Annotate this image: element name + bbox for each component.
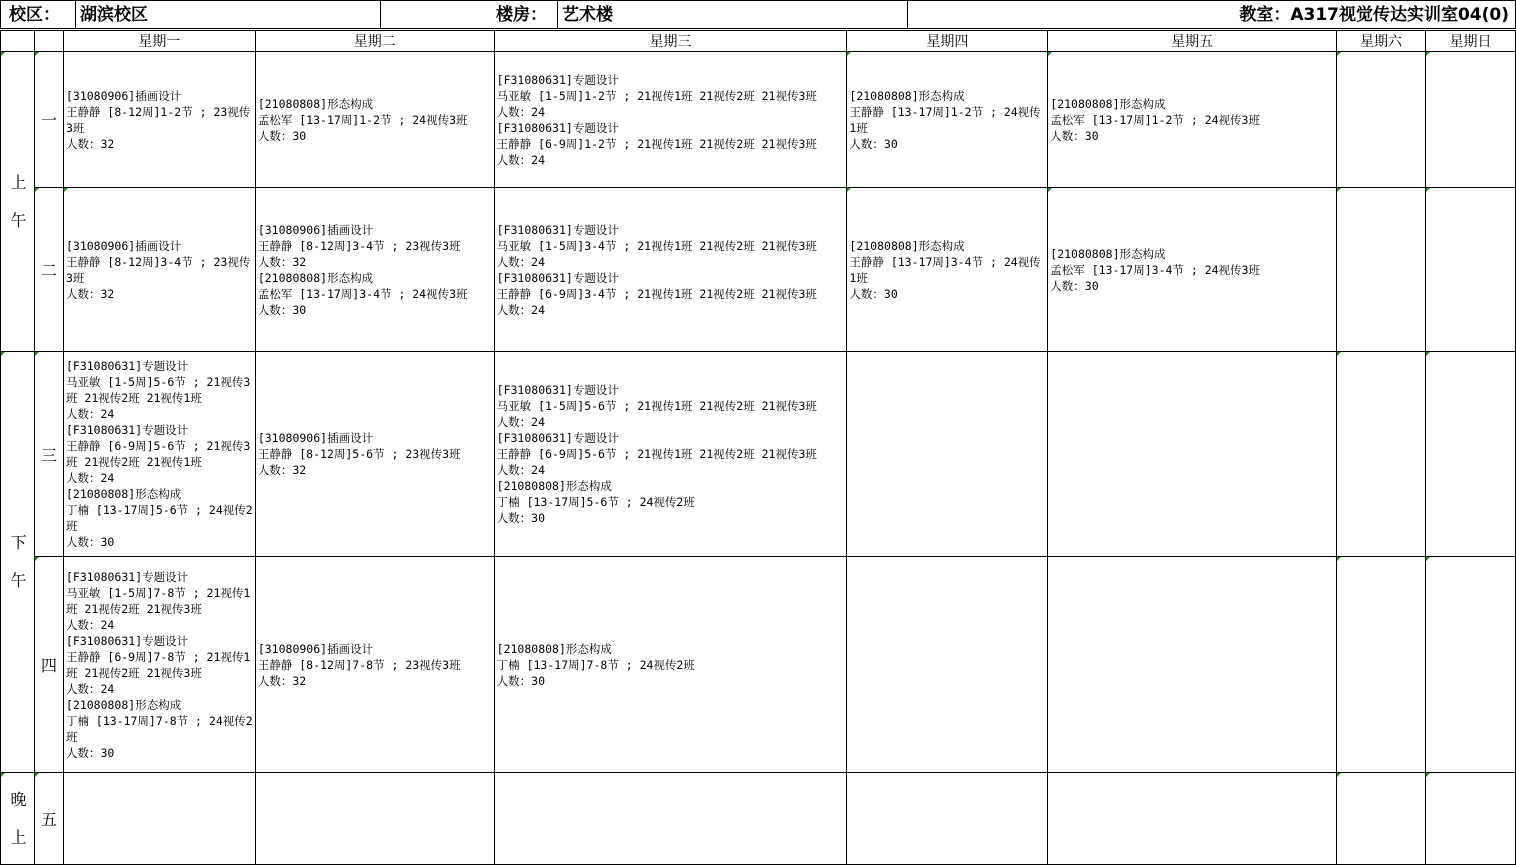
class-cell [494, 773, 847, 865]
class-cell [1337, 52, 1426, 188]
campus-value: 湖滨校区 [75, 0, 381, 29]
period-row-1 [1, 52, 1516, 188]
corner-cell [1, 31, 35, 52]
class-cell: [31080906]插画设计 王静静 [8-12周]1-2节 ; 23视传3班 人数：32 [63, 52, 255, 188]
day-header: 星期一 [63, 31, 255, 52]
class-cell: [31080906]插画设计 王静静 [8-12周]5-6节 ; 23视传3班 人数：32 [255, 352, 494, 557]
period-label: 五 [34, 773, 63, 865]
period-label: 三 [34, 352, 63, 557]
class-cell: [21080808]形态构成 孟松军 [13-17周]1-2节 ; 24视传3班 人数：30 [255, 52, 494, 188]
room-label: 教室： [1239, 5, 1291, 25]
class-cell [847, 773, 1048, 865]
period-label: 一 [34, 52, 63, 188]
class-cell: [F31080631]专题设计 马亚敏 [1-5周]5-6节 ; 21视传1班 21视传2班 21视传3班 人数：24 [F31080631]专题设计 王静静 [6-9周]5-6节 ; 21视传1班 21视传2班 21视传3班 人数：24 [21080808]形态构成 丁楠 [13-17周]5-6节 ; 24视传2班 人数：30 [494, 352, 847, 557]
class-cell: [F31080631]专题设计 马亚敏 [1-5周]1-2节 ; 21视传1班 21视传2班 21视传3班 人数：24 [F31080631]专题设计 王静静 [6-9周]1-2节 ; 21视传1班 21视传2班 21视传3班 人数：24 [494, 52, 847, 188]
part-of-day-label: 下午 [10, 533, 27, 590]
class-cell [1048, 557, 1337, 773]
part-of-day-evening [1, 773, 35, 865]
class-cell: [21080808]形态构成 孟松军 [13-17周]3-4节 ; 24视传3班 人数：30 [1048, 188, 1337, 352]
timetable [0, 30, 1516, 865]
class-cell: [F31080631]专题设计 马亚敏 [1-5周]7-8节 ; 21视传1班 21视传2班 21视传3班 人数：24 [F31080631]专题设计 王静静 [6-9周]7-8节 ; 21视传1班 21视传2班 21视传3班 人数：24 [21080808]形态构成 丁楠 [13-17周]7-8节 ; 24视传2班 人数：30 [63, 557, 255, 773]
header-bar [0, 0, 1516, 30]
class-cell [847, 557, 1048, 773]
day-header: 星期日 [1426, 31, 1516, 52]
class-cell: [F31080631]专题设计 马亚敏 [1-5周]3-4节 ; 21视传1班 21视传2班 21视传3班 人数：24 [F31080631]专题设计 王静静 [6-9周]3-4节 ; 21视传1班 21视传2班 21视传3班 人数：24 [494, 188, 847, 352]
class-cell [1337, 352, 1426, 557]
class-cell [1426, 352, 1516, 557]
class-cell [1337, 773, 1426, 865]
class-cell: [31080906]插画设计 王静静 [8-12周]3-4节 ; 23视传3班 人数：32 [63, 188, 255, 352]
class-cell [255, 773, 494, 865]
period-row-4 [1, 557, 1516, 773]
class-cell: [21080808]形态构成 丁楠 [13-17周]7-8节 ; 24视传2班 人数：30 [494, 557, 847, 773]
class-cell [1048, 352, 1337, 557]
part-of-day-label: 上午 [10, 172, 27, 230]
class-cell: [21080808]形态构成 孟松军 [13-17周]1-2节 ; 24视传3班 人数：30 [1048, 52, 1337, 188]
class-cell: [31080906]插画设计 王静静 [8-12周]7-8节 ; 23视传3班 人数：32 [255, 557, 494, 773]
day-header: 星期四 [847, 31, 1048, 52]
day-header: 星期二 [255, 31, 494, 52]
building-label: 楼房： [380, 0, 558, 29]
class-cell [1048, 773, 1337, 865]
campus-label: 校区： [0, 0, 76, 29]
class-cell [1337, 188, 1426, 352]
day-header: 星期五 [1048, 31, 1337, 52]
period-row-2 [1, 188, 1516, 352]
period-label: 二 [34, 188, 63, 352]
room-info [907, 0, 1516, 29]
class-cell [63, 773, 255, 865]
part-of-day-label: 晚上 [10, 789, 27, 847]
class-cell [1426, 52, 1516, 188]
class-cell [1426, 773, 1516, 865]
day-header: 星期六 [1337, 31, 1426, 52]
class-cell: [21080808]形态构成 王静静 [13-17周]1-2节 ; 24视传1班 人数：30 [847, 52, 1048, 188]
class-cell: [31080906]插画设计 王静静 [8-12周]3-4节 ; 23视传3班 人数：32 [21080808]形态构成 孟松军 [13-17周]3-4节 ; 24视传3班 人数：30 [255, 188, 494, 352]
class-cell [1337, 557, 1426, 773]
corner-cell [34, 31, 63, 52]
part-of-day-morning [1, 52, 35, 352]
day-header: 星期三 [494, 31, 847, 52]
period-label: 四 [34, 557, 63, 773]
period-row-5 [1, 773, 1516, 865]
class-cell: [21080808]形态构成 王静静 [13-17周]3-4节 ; 24视传1班 人数：30 [847, 188, 1048, 352]
day-header-row [1, 31, 1516, 52]
class-cell [1426, 557, 1516, 773]
period-row-3 [1, 352, 1516, 557]
part-of-day-afternoon [1, 352, 35, 773]
class-cell [1426, 188, 1516, 352]
class-cell [847, 352, 1048, 557]
class-cell: [F31080631]专题设计 马亚敏 [1-5周]5-6节 ; 21视传3班 21视传2班 21视传1班 人数：24 [F31080631]专题设计 王静静 [6-9周]5-6节 ; 21视传3班 21视传2班 21视传1班 人数：24 [21080808]形态构成 丁楠 [13-17周]5-6节 ; 24视传2班 人数：30 [63, 352, 255, 557]
room-value: A317视觉传达实训室04(0) [1290, 5, 1509, 25]
building-value: 艺术楼 [557, 0, 908, 29]
